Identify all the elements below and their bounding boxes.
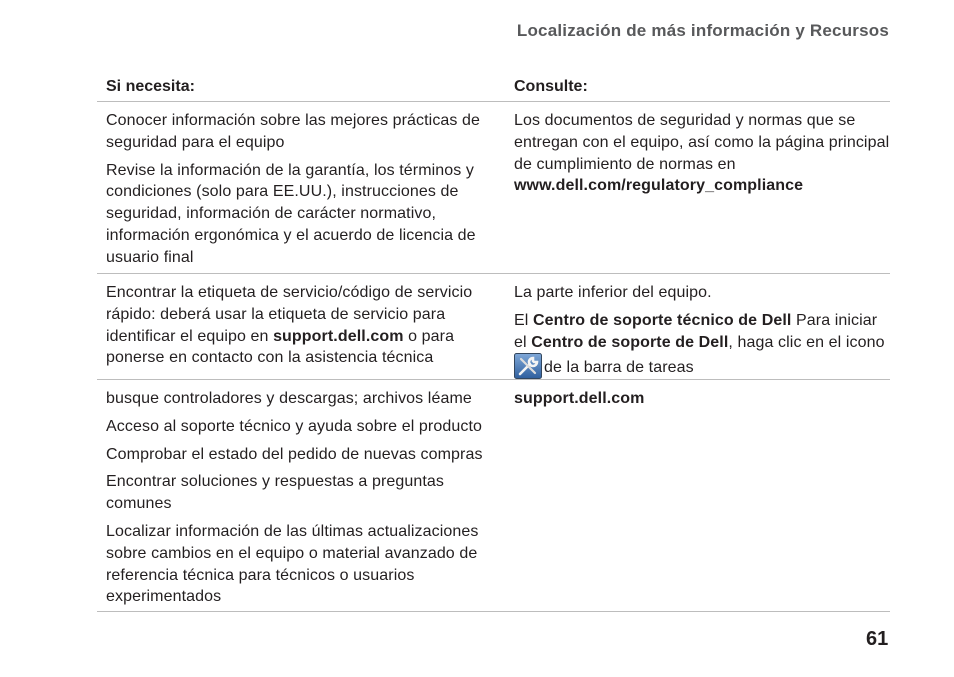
table-row: [97, 274, 890, 380]
row-see-cell: [505, 380, 890, 611]
column-header-see: Consulte:: [514, 78, 588, 95]
need-text: busque controladores y descargas; archivos léame: [106, 390, 472, 407]
need-text: Encontrar soluciones y respuestas a preguntas comunes: [106, 473, 445, 513]
dell-support-tools-icon[interactable]: [514, 353, 542, 379]
support-center-name: Centro de soporte de Dell: [531, 333, 729, 351]
column-header-need: Si necesita:: [106, 78, 195, 95]
page-header-title: Localización de más información y Recursos: [516, 21, 889, 40]
need-text: Comprobar el estado del pedido de nuevas compras: [106, 445, 483, 463]
table-row: [97, 102, 890, 274]
table-header: [97, 68, 890, 102]
row-need-cell: [97, 274, 505, 379]
support-dell-link[interactable]: support.dell.com: [514, 390, 645, 407]
row-see-cell: [505, 102, 890, 273]
need-text: Acceso al soporte técnico y ayuda sobre el producto: [106, 417, 482, 435]
need-text: Conocer información sobre las mejores prácticas de seguridad para el equipo: [106, 112, 481, 151]
table-row: [97, 380, 890, 612]
see-text-part: , haga clic en el icono: [728, 333, 885, 351]
need-text-part: o para ponerse en contacto con la asistencia técnica: [106, 327, 455, 367]
need-text-part: Encontrar la etiqueta de servicio/código de servicio rápido: deberá usar la etiqueta de servicio para identificar el equipo en: [106, 284, 473, 345]
see-text-part: de la barra de tareas: [544, 359, 694, 377]
see-description: Los documentos de seguridad y normas que se entregan con el equipo, así como la página principal de cumplimiento de normas en: [514, 112, 890, 173]
need-text: Localizar información de las últimas actualizaciones sobre cambios en el equipo o material avanzado de referencia técnica para técnicos o usuarios experimentados: [106, 522, 479, 606]
resources-table: [97, 68, 890, 612]
see-text: La parte inferior del equipo.: [514, 284, 712, 301]
support-dell-link[interactable]: support.dell.com: [273, 327, 404, 345]
need-text: Revise la información de la garantía, los términos y condiciones (solo para EE.UU.), instrucciones de seguridad, información de carácter normativo, información ergonómica y el acuerdo de licencia de usuario final: [106, 161, 476, 266]
support-center-name: Centro de soporte técnico de Dell: [532, 311, 792, 329]
see-text-part: El: [514, 311, 529, 329]
row-need-cell: [97, 380, 505, 611]
see-text: [514, 310, 890, 380]
row-need-cell: [97, 102, 505, 273]
row-see-cell: [505, 274, 890, 379]
regulatory-compliance-link[interactable]: www.dell.com/regulatory_compliance: [514, 177, 804, 195]
see-text-part: Para iniciar el: [514, 311, 878, 351]
need-text: [106, 282, 505, 369]
see-text: [514, 110, 890, 197]
page-number: 61: [866, 628, 889, 650]
